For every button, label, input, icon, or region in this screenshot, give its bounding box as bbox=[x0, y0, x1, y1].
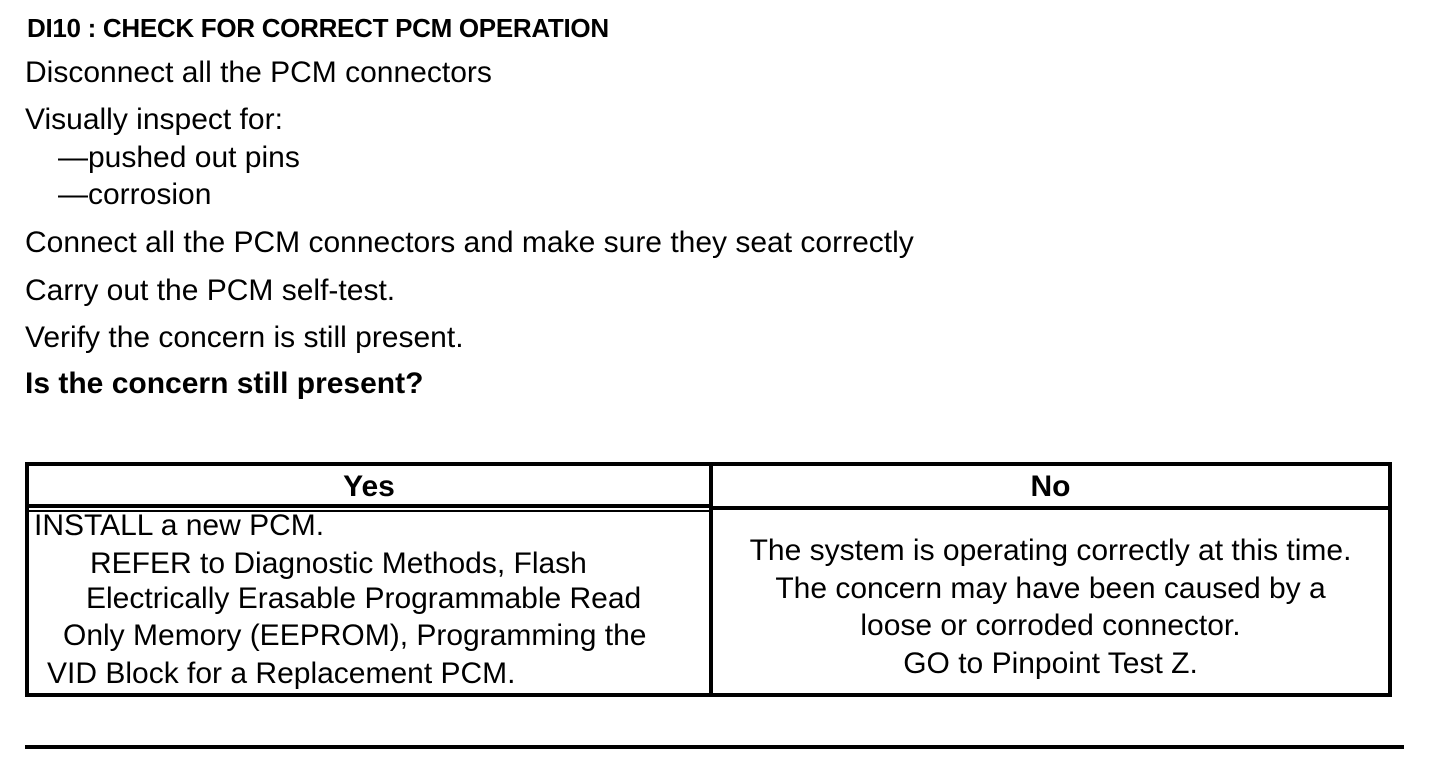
header-rule-no bbox=[713, 506, 1388, 510]
no-result-goto: GO to Pinpoint Test Z. bbox=[903, 646, 1198, 680]
bottom-divider bbox=[25, 745, 1404, 749]
inspect-item-pins: —pushed out pins bbox=[58, 141, 300, 174]
no-result-line: loose or corroded connector. bbox=[860, 609, 1241, 642]
yes-action-install: INSTALL a new PCM. bbox=[34, 509, 325, 542]
yes-action-line: REFER to Diagnostic Methods, Flash bbox=[90, 547, 587, 580]
no-result-cell bbox=[713, 532, 1388, 682]
step-inspect: Visually inspect for: bbox=[25, 103, 283, 136]
yes-action-line: Only Memory (EEPROM), Programming the bbox=[63, 619, 647, 652]
yes-action-line: Electrically Erasable Programmable Read bbox=[86, 582, 642, 615]
decision-question: Is the concern still present? bbox=[25, 367, 424, 400]
decision-table bbox=[25, 462, 1392, 697]
yes-action-line: VID Block for a Replacement PCM. bbox=[47, 657, 516, 690]
inspect-item-corrosion: —corrosion bbox=[58, 178, 212, 211]
yes-header: Yes bbox=[343, 470, 395, 503]
no-header: No bbox=[1030, 470, 1071, 503]
step-verify: Verify the concern is still present. bbox=[25, 321, 464, 354]
step-connect: Connect all the PCM connectors and make sure they seat correctly bbox=[25, 226, 914, 259]
step-disconnect: Disconnect all the PCM connectors bbox=[25, 56, 492, 89]
step-self-test: Carry out the PCM self-test. bbox=[25, 274, 396, 307]
no-result-line: The concern may have been caused by a bbox=[775, 571, 1326, 605]
no-result-line: The system is operating correctly at this time. bbox=[749, 534, 1352, 567]
header-rule-yes bbox=[29, 504, 709, 508]
step-title: DI10 : CHECK FOR CORRECT PCM OPERATION bbox=[27, 13, 609, 43]
